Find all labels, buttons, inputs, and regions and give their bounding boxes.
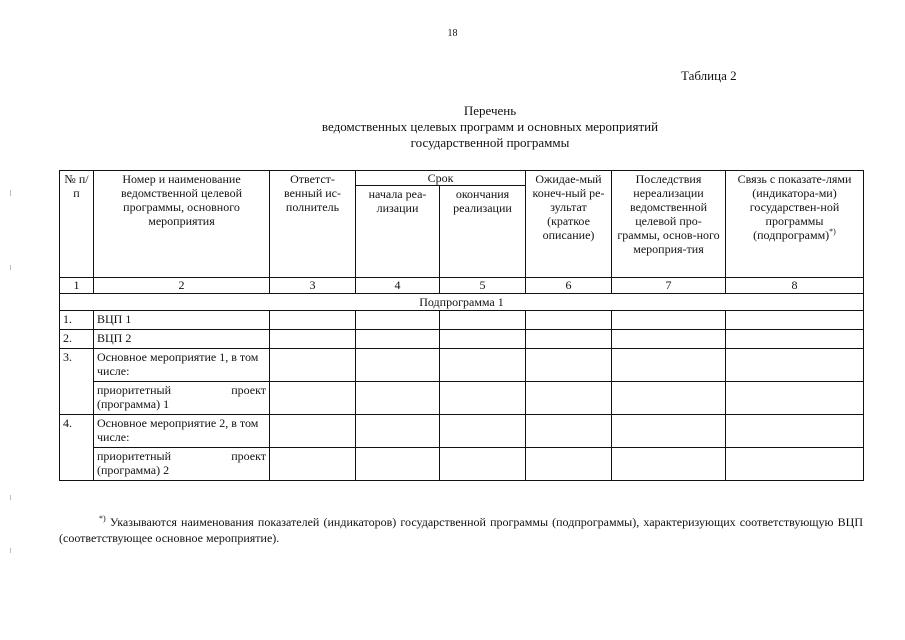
scan-margin-mark: [10, 190, 11, 196]
table-label: Таблица 2: [681, 68, 737, 83]
header-indicators-text: Связь с показате-лями (индикатора-ми) государствен-ной программы (подпрограмм): [737, 172, 852, 242]
footnote-mark: *): [99, 514, 106, 523]
header-number: № п/п: [60, 171, 94, 278]
heading-line-2: ведомственных целевых программ и основных мероприятий: [321, 119, 659, 134]
row-name: Основное мероприятие 1, в том числе:: [94, 349, 270, 382]
row-number: 3.: [60, 349, 94, 415]
row-name: ВЦП 1: [94, 311, 270, 330]
column-number: 5: [440, 278, 526, 294]
row-number: 1.: [60, 311, 94, 330]
column-number: 8: [726, 278, 864, 294]
column-number: 6: [526, 278, 612, 294]
table-row: [60, 330, 864, 349]
header-srok: Срок: [356, 171, 526, 186]
page-number: 18: [447, 28, 458, 39]
row-number: 2.: [60, 330, 94, 349]
footnote-marker: *): [829, 227, 836, 236]
subitem-word: проект: [231, 383, 266, 397]
heading-line-3: государственной программы: [410, 135, 570, 150]
column-number: 2: [94, 278, 270, 294]
header-indicators: [726, 171, 864, 278]
scan-margin-mark: [10, 265, 11, 270]
subitem-word: (программа) 1: [97, 397, 170, 411]
header-name: Номер и наименование ведомственной целевой программы, основного мероприятия: [94, 171, 270, 278]
table-row: [60, 448, 864, 481]
document-heading: [250, 103, 730, 151]
header-expected-result: Ожидае-мый конеч-ный ре-зультат (краткое описание): [526, 171, 612, 278]
subitem-word: приоритетный: [97, 383, 171, 397]
subprogram-row: [60, 294, 864, 311]
subprogram-title: Подпрограмма 1: [60, 294, 864, 311]
footnote: [59, 514, 863, 546]
row-name: Основное мероприятие 2, в том числе:: [94, 415, 270, 448]
column-numbers-row: [60, 278, 864, 294]
column-number: 7: [612, 278, 726, 294]
subitem-word: проект: [231, 449, 266, 463]
header-consequences: Последствия нереализации ведомственной целевой про-граммы, основ-ного мероприя-тия: [612, 171, 726, 278]
column-number: 3: [270, 278, 356, 294]
column-number: 4: [356, 278, 440, 294]
subitem-word: (программа) 2: [97, 463, 170, 477]
table-row: [60, 415, 864, 448]
row-name: ВЦП 2: [94, 330, 270, 349]
row-number: 4.: [60, 415, 94, 481]
programs-table: [59, 170, 864, 481]
table-row: [60, 349, 864, 382]
header-row-1: [60, 171, 864, 186]
subitem-word: приоритетный: [97, 449, 171, 463]
heading-line-1: Перечень: [463, 103, 517, 118]
table-row: [60, 382, 864, 415]
row-subitem: [94, 448, 270, 481]
table-row: [60, 311, 864, 330]
row-subitem: [94, 382, 270, 415]
scan-margin-mark: [10, 548, 11, 553]
header-end: окончания реализации: [440, 186, 526, 278]
footnote-text: Указываются наименования показателей (индикаторов) государственной программы (подпрограммы), характеризующих соответствующую ВЦП (соответствующее основное мероприятие).: [59, 515, 863, 545]
header-start: начала реа-лизации: [356, 186, 440, 278]
header-responsible: Ответст-венный ис-полнитель: [270, 171, 356, 278]
column-number: 1: [60, 278, 94, 294]
scan-margin-mark: [10, 495, 11, 500]
